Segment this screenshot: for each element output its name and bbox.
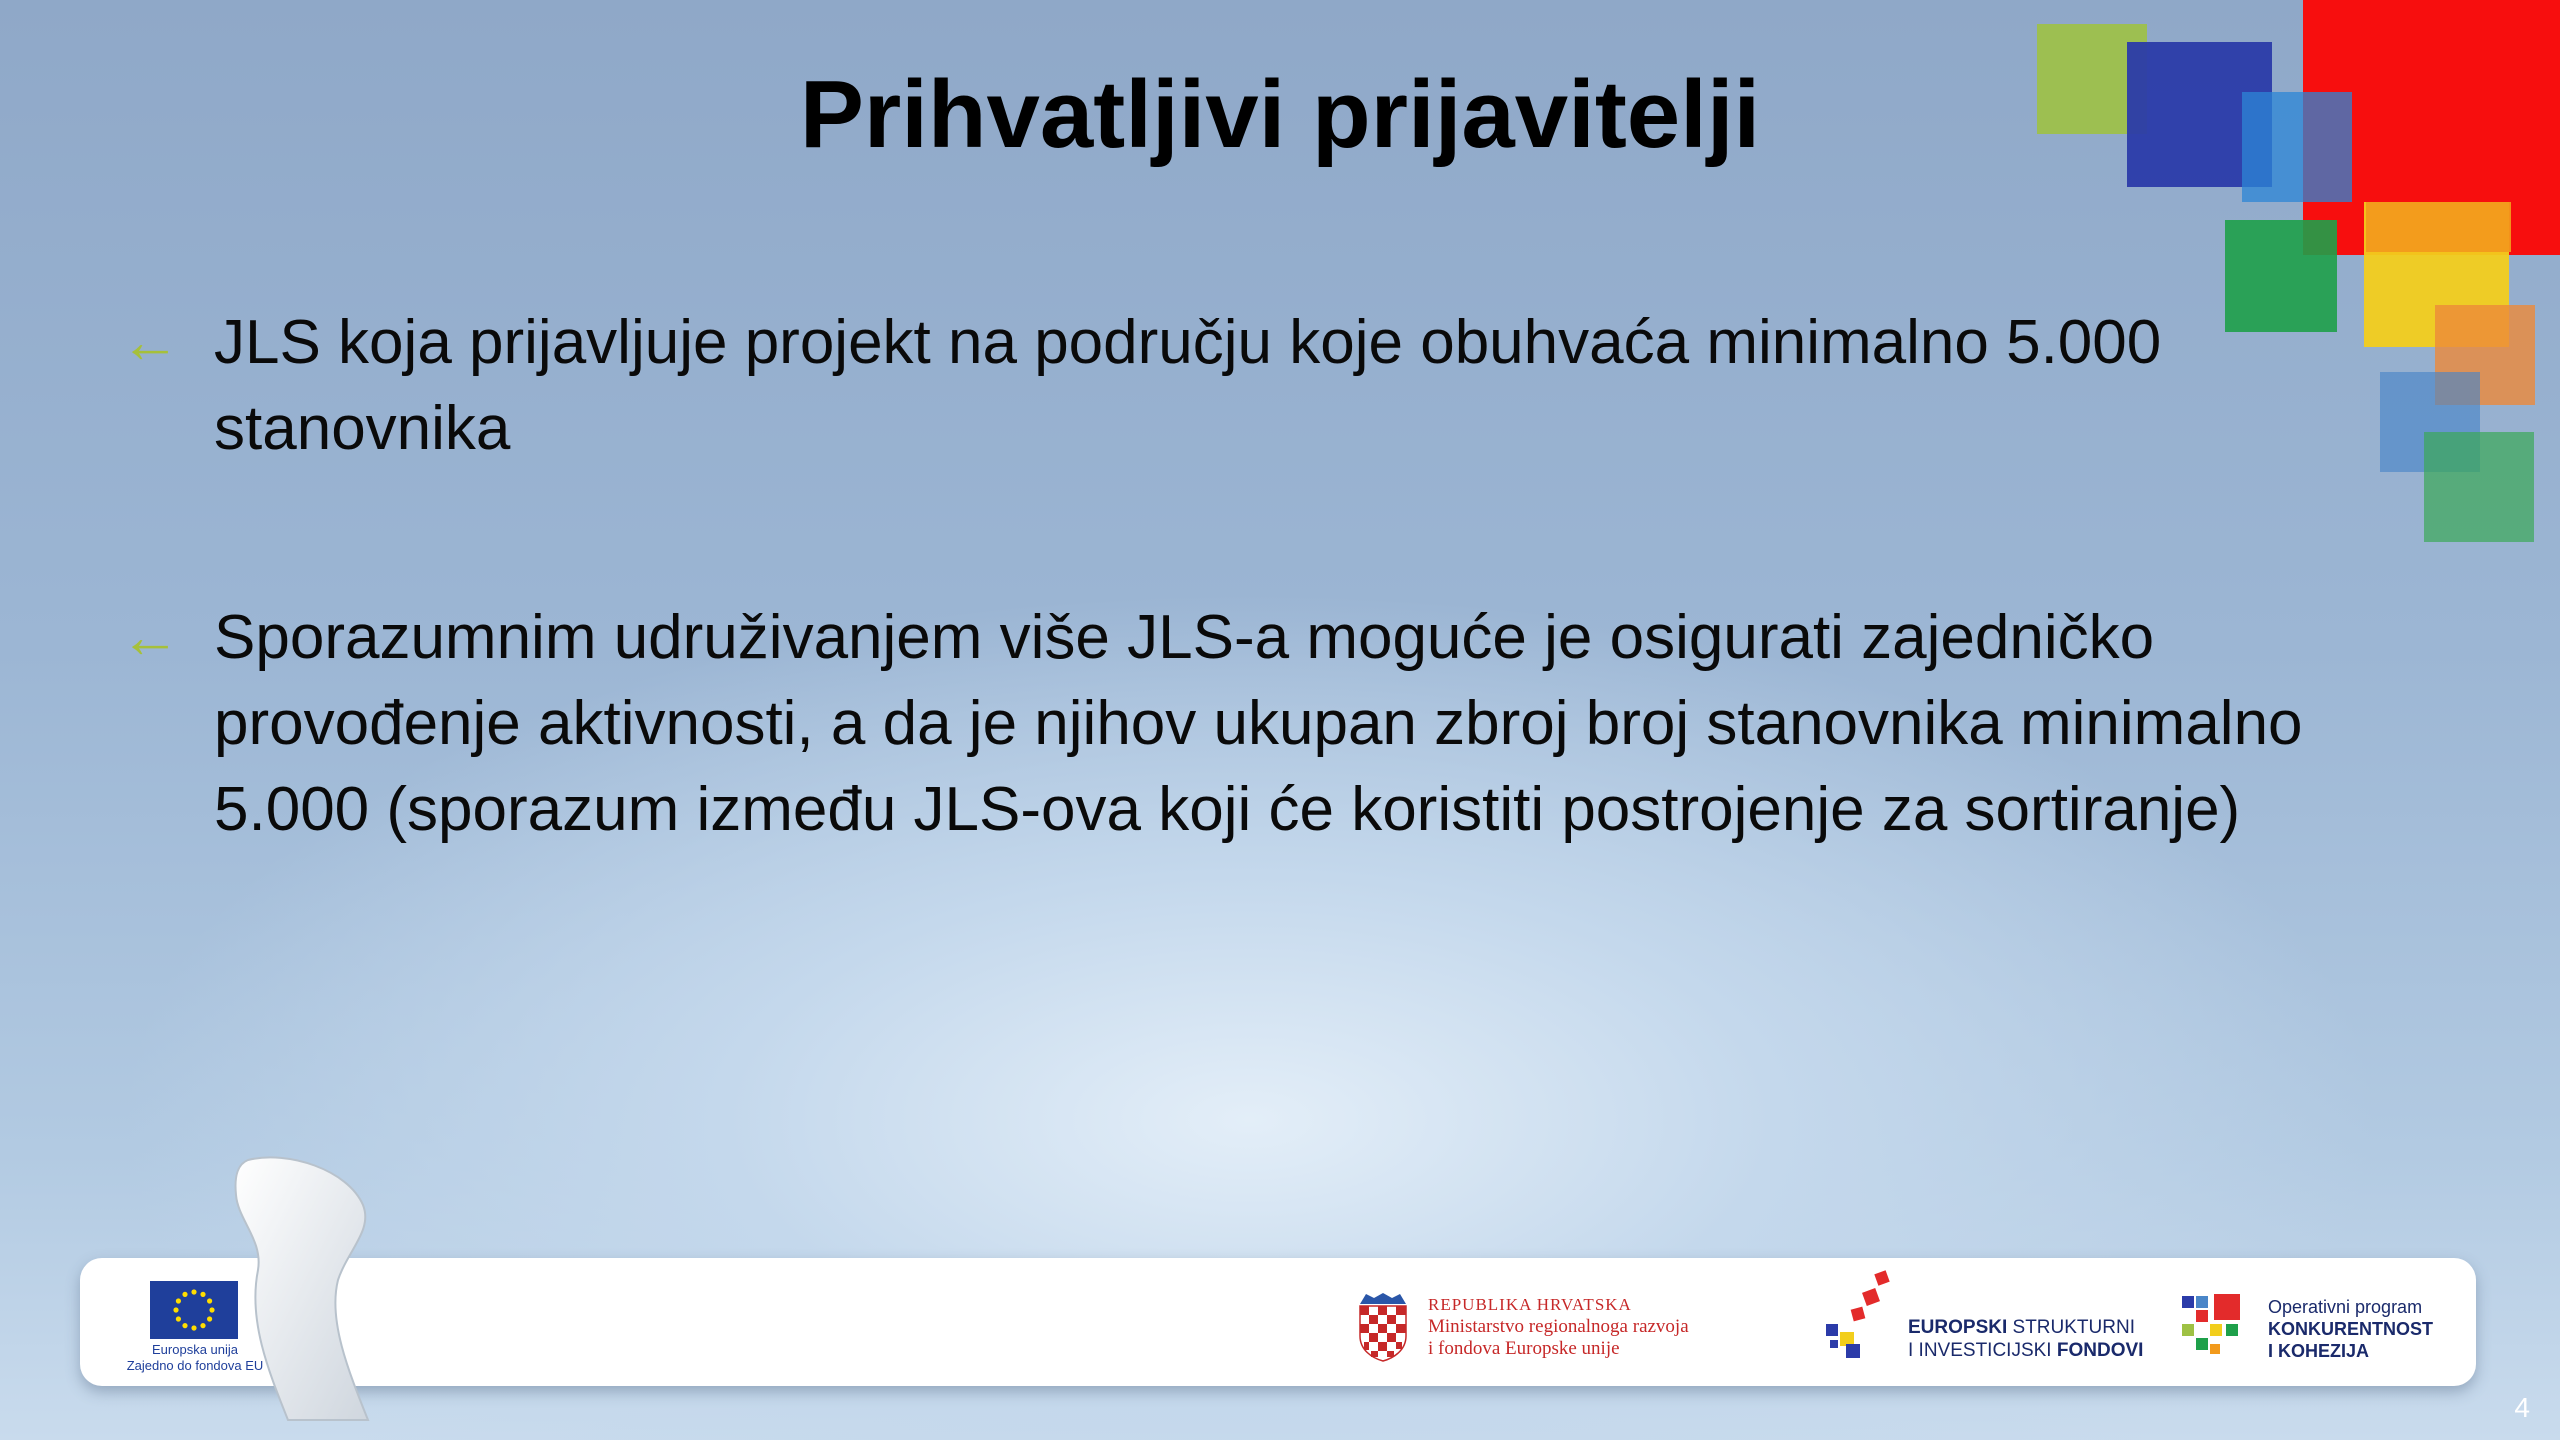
esif-logo-icon <box>1822 1268 1902 1364</box>
arrow-left-icon: ← <box>120 603 180 670</box>
croatian-coat-of-arms-icon <box>1358 1292 1408 1362</box>
slide-title: Prihvatljivi prijavitelji <box>799 61 1761 168</box>
bullet-item <box>120 595 2360 945</box>
ministry-logo-text: REPUBLIKA HRVATSKA Ministarstvo regionalnoga razvoja i fondova Europske unije <box>1428 1295 1689 1359</box>
eu-logo-text: Europska unija Zajedno do fondova EU <box>126 1342 264 1373</box>
bullet-item <box>120 300 2360 490</box>
eu-flag-icon <box>150 1281 238 1339</box>
bullet-text: Sporazumnim udruživanjem više JLS-a moguće je osigurati zajedničko provođenje aktivnosti, a da je njihov ukupan zbroj broj stanovnika minimalno 5.000 (sporazum između JLS-ova koji će koristiti postrojenje za sortiranje) <box>214 603 2303 844</box>
page-curl-decoration <box>228 1150 378 1430</box>
page-number: 4 <box>2514 1392 2530 1423</box>
arrow-left-icon: ← <box>120 308 180 375</box>
opkk-logo-text: Operativni program KONKURENTNOST I KOHEZIJA <box>2268 1297 2433 1361</box>
bullet-text: JLS koja prijavljuje projekt na području koje obuhvaća minimalno 5.000 stanovnika <box>214 308 2162 463</box>
opkk-logo-icon <box>2180 1294 2246 1360</box>
esif-logo-text: EUROPSKI STRUKTURNI I INVESTICIJSKI FONDOVI <box>1908 1317 2144 1361</box>
